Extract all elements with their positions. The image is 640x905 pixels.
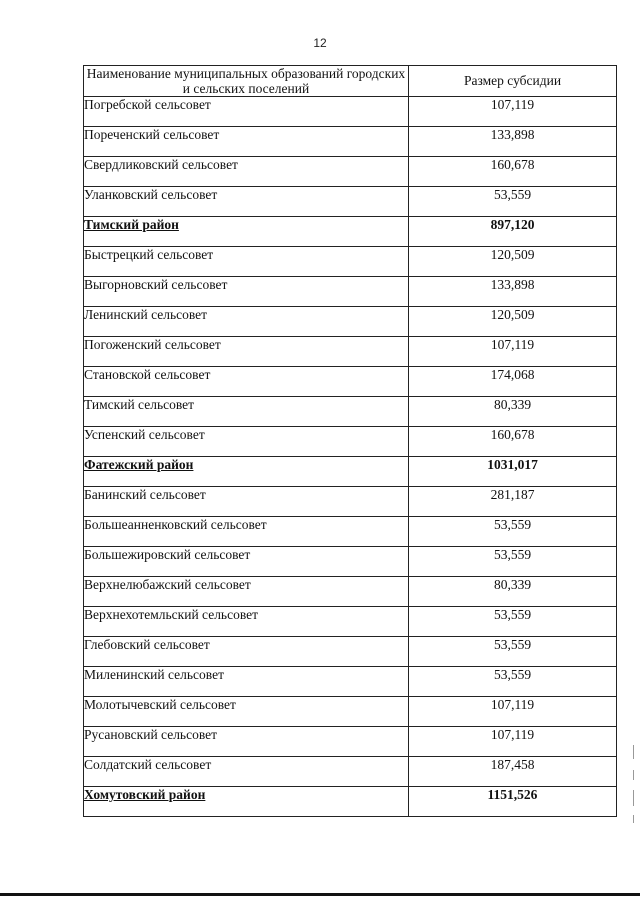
municipality-name-cell [84, 247, 409, 277]
municipality-name: Становской сельсовет [84, 367, 211, 382]
municipality-name-cell [84, 727, 409, 757]
table-row [84, 487, 617, 517]
municipality-name-cell [84, 637, 409, 667]
district-name: Тимский район [84, 217, 179, 232]
municipality-name: Быстрецкий сельсовет [84, 247, 214, 262]
municipality-name: Пореченский сельсовет [84, 127, 220, 142]
municipality-name: Большеанненковский сельсовет [84, 517, 267, 532]
table-row [84, 697, 617, 727]
municipality-name-cell [84, 787, 409, 817]
municipality-name-cell [84, 277, 409, 307]
margin-mark [633, 770, 634, 780]
table-row [84, 577, 617, 607]
margin-mark [633, 790, 634, 806]
municipality-name: Свердликовский сельсовет [84, 157, 238, 172]
table-row [84, 517, 617, 547]
subsidy-amount-cell: 160,678 [409, 157, 617, 187]
subsidy-amount-cell: 1031,017 [409, 457, 617, 487]
municipality-name-cell [84, 97, 409, 127]
municipality-name: Солдатский сельсовет [84, 757, 212, 772]
subsidy-amount-cell: 174,068 [409, 367, 617, 397]
column-header-municipality: Наименование муниципальных образований городских и сельских поселений [84, 66, 409, 97]
table-row [84, 607, 617, 637]
page-number: 12 [313, 36, 327, 50]
municipality-name-cell [84, 487, 409, 517]
subsidy-amount-cell: 160,678 [409, 427, 617, 457]
district-name: Хомутовский район [84, 787, 206, 802]
district-row [84, 457, 617, 487]
subsidy-amount-cell: 187,458 [409, 757, 617, 787]
municipality-name: Выгорновский сельсовет [84, 277, 228, 292]
table-row [84, 427, 617, 457]
municipality-name: Молотычевский сельсовет [84, 697, 236, 712]
municipality-name-cell [84, 517, 409, 547]
municipality-name: Глебовский сельсовет [84, 637, 210, 652]
municipality-name-cell [84, 667, 409, 697]
table-row [84, 397, 617, 427]
subsidy-amount-cell: 53,559 [409, 667, 617, 697]
margin-mark [633, 815, 634, 823]
municipality-name: Банинский сельсовет [84, 487, 206, 502]
municipality-name-cell [84, 127, 409, 157]
municipality-name-cell [84, 457, 409, 487]
municipality-name: Миленинский сельсовет [84, 667, 224, 682]
municipality-name-cell [84, 577, 409, 607]
subsidy-amount-cell: 53,559 [409, 637, 617, 667]
municipality-name: Русановский сельсовет [84, 727, 218, 742]
table-row [84, 277, 617, 307]
column-header-subsidy-amount: Размер субсидии [409, 66, 617, 97]
table-row [84, 247, 617, 277]
table-row [84, 547, 617, 577]
subsidy-table [83, 65, 617, 817]
table-row [84, 307, 617, 337]
subsidy-amount-cell: 80,339 [409, 577, 617, 607]
table-header-row [84, 66, 617, 97]
table-row [84, 157, 617, 187]
municipality-name: Верхнелюбажский сельсовет [84, 577, 251, 592]
subsidy-amount-cell: 53,559 [409, 547, 617, 577]
municipality-name-cell [84, 187, 409, 217]
district-row [84, 787, 617, 817]
bottom-scan-border [0, 893, 640, 896]
subsidy-amount-cell: 120,509 [409, 247, 617, 277]
subsidy-amount-cell: 281,187 [409, 487, 617, 517]
subsidy-amount-cell: 133,898 [409, 127, 617, 157]
subsidy-amount-cell: 897,120 [409, 217, 617, 247]
municipality-name-cell [84, 547, 409, 577]
municipality-name-cell [84, 217, 409, 247]
subsidy-amount-cell: 107,119 [409, 337, 617, 367]
table-body [84, 97, 617, 817]
table-row [84, 127, 617, 157]
subsidy-amount-cell: 120,509 [409, 307, 617, 337]
municipality-name: Ленинский сельсовет [84, 307, 208, 322]
table-row [84, 757, 617, 787]
table-row [84, 667, 617, 697]
subsidy-amount-cell: 133,898 [409, 277, 617, 307]
subsidy-amount-cell: 107,119 [409, 727, 617, 757]
municipality-name-cell [84, 427, 409, 457]
municipality-name: Большежировский сельсовет [84, 547, 251, 562]
municipality-name-cell [84, 337, 409, 367]
table-row [84, 337, 617, 367]
municipality-name-cell [84, 697, 409, 727]
municipality-name-cell [84, 607, 409, 637]
municipality-name-cell [84, 157, 409, 187]
district-row [84, 217, 617, 247]
subsidy-amount-cell: 80,339 [409, 397, 617, 427]
table-row [84, 187, 617, 217]
margin-mark [633, 745, 634, 759]
subsidy-amount-cell: 53,559 [409, 607, 617, 637]
municipality-name: Верхнехотемльский сельсовет [84, 607, 259, 622]
municipality-name: Погоженский сельсовет [84, 337, 221, 352]
municipality-name: Уланковский сельсовет [84, 187, 218, 202]
municipality-name-cell [84, 397, 409, 427]
municipality-name-cell [84, 307, 409, 337]
municipality-name: Погребской сельсовет [84, 97, 211, 112]
municipality-name: Тимский сельсовет [84, 397, 195, 412]
subsidy-amount-cell: 53,559 [409, 517, 617, 547]
subsidy-amount-cell: 1151,526 [409, 787, 617, 817]
municipality-name-cell [84, 757, 409, 787]
district-name: Фатежский район [84, 457, 194, 472]
table-row [84, 727, 617, 757]
table-row [84, 637, 617, 667]
table-row [84, 367, 617, 397]
subsidy-amount-cell: 107,119 [409, 697, 617, 727]
subsidy-amount-cell: 107,119 [409, 97, 617, 127]
table-row [84, 97, 617, 127]
municipality-name-cell [84, 367, 409, 397]
municipality-name: Успенский сельсовет [84, 427, 205, 442]
subsidy-amount-cell: 53,559 [409, 187, 617, 217]
